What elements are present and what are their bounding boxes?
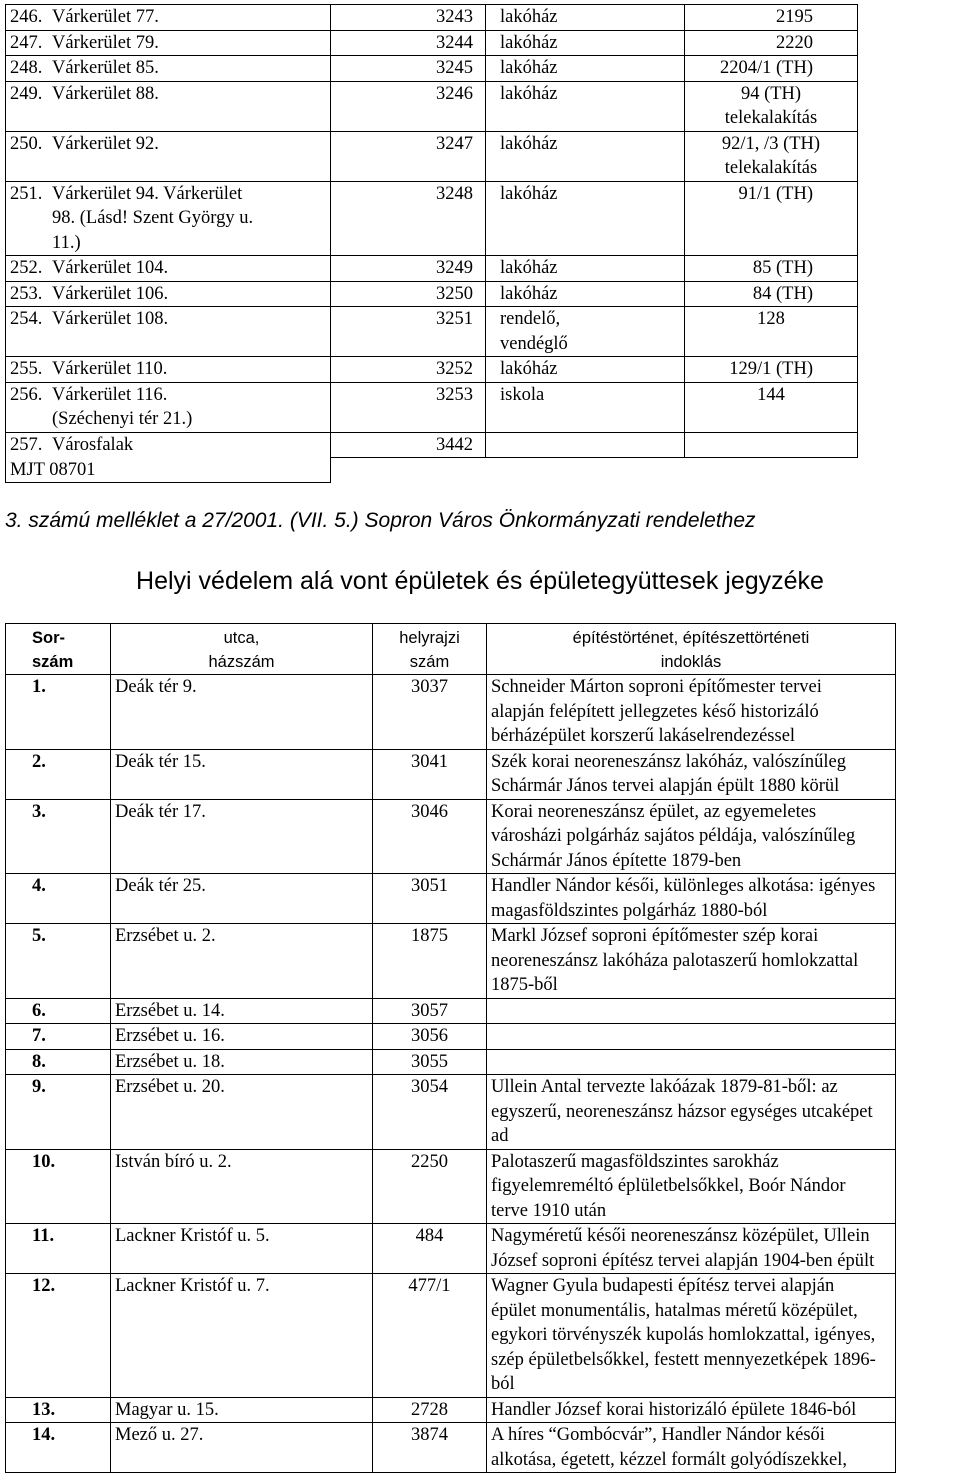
description-cell [487,1274,896,1398]
parcel-number: 477/1 [373,1274,487,1398]
description-line: neoreneszánsz lakóháza palotaszerű homlokzattal [491,950,859,971]
description-line: Schármár János tervei alapján épült 1880 körül [491,776,840,796]
serial-number: 2. [6,749,111,799]
description-cell [487,998,896,1024]
street-cell [6,256,331,282]
building-use: lakóház [500,359,558,379]
description-line: városházi polgárház sajátos példája, valószínűleg [491,826,856,846]
parcel-number: 3037 [373,675,487,750]
note-text: 94 (TH) [740,83,802,104]
note-text: 2204/1 (TH) [720,58,813,78]
header-serial: Sor- szám [6,624,111,675]
description-line: terve 1910 után [491,1200,607,1221]
street-address: Erzsébet u. 2. [111,924,373,999]
street-address: Várkerület 92. [52,133,159,154]
parcel-number: 3054 [373,1075,487,1150]
row-number: 248. [10,58,43,78]
description-line: Ullein Antal tervezte lakóázak 1879-81-ből: az [491,1077,838,1097]
header-description: építéstörténet, építészettörténeti indoklás [487,624,896,675]
street-address: Városfalak [52,434,134,455]
note-cell [685,5,858,31]
row-number: 252. [10,258,43,278]
parcel-number-cell: 3252 [331,357,486,383]
note-cell [685,181,858,256]
description-line: Handler József korai historizáló épülete 1846-ból [491,1399,857,1420]
parcel-number-cell: 3243 [331,5,486,31]
street-cell [6,181,331,256]
parcel-number: 3046 [373,799,487,874]
parcel-number: 2728 [373,1397,487,1423]
row-number: 254. [10,309,43,329]
parcel-number: 2250 [373,1149,487,1224]
table-row [6,307,858,357]
street-address: Várkerület 116. [52,384,168,405]
table-row [6,432,858,458]
table-row [6,675,896,750]
note-cell [685,30,858,56]
description-line: Palotaszerű magasföldszintes sarokház [491,1151,779,1172]
use-cell [486,56,685,82]
table-row [6,799,896,874]
note-text-cont: telekalakítás [724,158,818,178]
street-address: Várkerület 104. [52,258,169,278]
parcel-number: 1875 [373,924,487,999]
building-use: lakóház [500,283,558,304]
description-line: épület monumentális, hatalmas méretű középület, [491,1300,858,1321]
row-number: 256. [10,384,43,405]
parcel-number-cell: 3245 [331,56,486,82]
street-address: Deák tér 9. [111,675,373,750]
table-row [6,56,858,82]
table-row [6,749,896,799]
description-cell [487,1049,896,1075]
street-address: Deák tér 25. [111,874,373,924]
note-cell [685,56,858,82]
description-cell [487,874,896,924]
serial-number: 11. [6,1224,111,1274]
building-use: lakóház [500,83,558,104]
serial-number: 4. [6,874,111,924]
serial-number: 10. [6,1149,111,1224]
description-line: szép épületbelsőkkel, festett mennyezetképek 1896- [491,1349,876,1370]
parcel-number: 3874 [373,1423,487,1473]
note-cell [685,432,858,458]
table-row [6,5,858,31]
note-text: 2195 [776,7,813,27]
use-cell [486,5,685,31]
parcel-number-cell: 3247 [331,131,486,181]
street-address: Deák tér 15. [111,749,373,799]
description-cell [487,799,896,874]
serial-number: 5. [6,924,111,999]
description-cell [487,1397,896,1423]
row-number: 253. [10,283,43,304]
row-number: 255. [10,359,43,379]
table-row [6,131,858,181]
note-text: 84 (TH) [752,283,813,304]
description-line: Schármár János építette 1879-ben [491,850,742,871]
parcel-number-cell: 3244 [331,30,486,56]
use-cell [486,357,685,383]
description-line: alkotása, égetett, kézzel formált golyódíszekkel, [491,1449,847,1470]
table-row [6,1397,896,1423]
note-text: 128 [757,309,785,329]
parcel-number-cell: 3251 [331,307,486,357]
description-line: ból [491,1374,515,1394]
serial-number: 13. [6,1397,111,1423]
street-cell [6,131,331,181]
table-row [6,382,858,432]
street-address: István bíró u. 2. [111,1149,373,1224]
use-cell [486,30,685,56]
table-footer-row [6,458,858,483]
description-line: Nagyméretű késői neoreneszánsz középület, Ullein [491,1226,870,1246]
note-text: 129/1 (TH) [729,359,813,379]
use-cell [486,382,685,432]
use-cell [486,307,685,357]
table-row [6,924,896,999]
street-address: Lackner Kristóf u. 7. [111,1274,373,1398]
description-cell [487,1149,896,1224]
description-cell [487,1423,896,1473]
description-line: figyelemreméltó éplületbelsőkkel, Boór Nándor [491,1176,846,1196]
row-number: 247. [10,32,43,53]
building-use: lakóház [500,133,558,154]
table-row [6,281,858,307]
street-cell [6,281,331,307]
table-row [6,1049,896,1075]
street-address-cont: 98. (Lásd! Szent György u. [52,208,254,228]
serial-number: 3. [6,799,111,874]
parcel-number: 3056 [373,1024,487,1050]
note-cell [685,256,858,282]
description-cell [487,1075,896,1150]
description-line: alapján felépített jellegzetes késő historizáló [491,701,819,722]
street-address: Várkerület 79. [52,32,159,53]
description-line: Szék korai neoreneszánsz lakóház, valószínűleg [491,751,846,772]
parcel-number: 3051 [373,874,487,924]
parcel-number-cell: 3253 [331,382,486,432]
row-number: 246. [10,7,43,27]
street-address: Várkerület 94. Várkerület [52,183,243,204]
street-address: Deák tér 17. [111,799,373,874]
description-line: egyszerű, neoreneszánsz házsor egységes utcaképet [491,1101,873,1122]
use-cell [486,131,685,181]
description-line: Wagner Gyula budapesti építész tervei alapján [491,1276,835,1296]
table-row [6,1149,896,1224]
description-line: bérházépület korszerű lakáselrendezéssel [491,726,796,746]
use-cell [486,256,685,282]
street-address: Magyar u. 15. [111,1397,373,1423]
serial-number: 8. [6,1049,111,1075]
use-cell [486,281,685,307]
note-text: 91/1 (TH) [738,183,813,204]
table-row [6,81,858,131]
description-line: magasföldszintes polgárház 1880-ból [491,900,768,921]
serial-number: 12. [6,1274,111,1398]
street-cell [6,432,331,458]
serial-number: 6. [6,998,111,1024]
building-use: lakóház [500,183,558,204]
note-cell [685,81,858,131]
description-cell [487,1224,896,1274]
street-address: Várkerület 88. [52,83,159,104]
row-number: 251. [10,183,43,204]
description-cell [487,675,896,750]
street-address: Erzsébet u. 16. [111,1024,373,1050]
street-address: Várkerület 85. [52,58,159,78]
description-line: Schneider Márton soproni építőmester tervei [491,677,822,697]
row-number: 249. [10,83,43,104]
description-line: egykori törvényszék kupolás homlokzattal, igényes, [491,1325,876,1345]
serial-number: 14. [6,1423,111,1473]
building-use: rendelő, [500,309,561,329]
parcel-number: 484 [373,1224,487,1274]
building-use: iskola [500,384,545,405]
street-cell [6,357,331,383]
table-row [6,1024,896,1050]
note-text: 85 (TH) [752,258,813,278]
parcel-number-cell: 3442 [331,432,486,458]
street-cell [6,30,331,56]
description-cell [487,924,896,999]
protected-buildings-table [5,623,896,1473]
street-cell [6,5,331,31]
description-line: Korai neoreneszánsz épület, az egyemeletes [491,801,817,822]
table-row [6,357,858,383]
building-use: lakóház [500,58,558,78]
table-row [6,256,858,282]
description-cell [487,749,896,799]
parcel-number-cell: 3250 [331,281,486,307]
street-address-cont: 11.) [52,232,81,253]
table-row [6,181,858,256]
building-use: lakóház [500,7,558,27]
parcel-number: 3055 [373,1049,487,1075]
note-text: 2220 [776,32,813,53]
protected-buildings-subtitle: Helyi védelem alá vont épületek és épületegyüttesek jegyzéke [136,567,824,595]
footer-code: MJT 08701 [6,458,331,483]
description-line: Markl József soproni építőmester szép korai [491,926,819,946]
street-address: Erzsébet u. 14. [111,998,373,1024]
street-address: Erzsébet u. 18. [111,1049,373,1075]
street-cell [6,56,331,82]
parcel-number: 3041 [373,749,487,799]
parcel-number: 3057 [373,998,487,1024]
description-line: József soproni építész tervei alapján 1904-ben épült [491,1250,875,1271]
street-address-cont: (Széchenyi tér 21.) [52,409,193,429]
building-use: lakóház [500,258,558,278]
row-number: 257. [10,434,43,455]
serial-number: 9. [6,1075,111,1150]
street-address: Mező u. 27. [111,1423,373,1473]
table-row [6,1224,896,1274]
building-use: lakóház [500,32,558,53]
note-cell [685,357,858,383]
street-address: Várkerület 108. [52,309,169,329]
table-row [6,1075,896,1150]
street-address: Várkerület 106. [52,283,169,304]
street-address: Várkerület 77. [52,7,159,27]
building-use-cont: vendéglő [500,333,568,354]
description-line: 1875-ből [491,975,558,995]
note-text: 144 [757,384,785,405]
street-cell [6,81,331,131]
note-cell [685,131,858,181]
serial-number: 7. [6,1024,111,1050]
street-cell [6,307,331,357]
use-cell [486,81,685,131]
serial-number: 1. [6,675,111,750]
description-cell [487,1024,896,1050]
note-text: 92/1, /3 (TH) [721,133,821,154]
description-line: Handler Nándor késői, különleges alkotása: igényes [491,876,876,896]
building-list-table-continued [5,4,858,483]
table-row [6,874,896,924]
parcel-number-cell: 3246 [331,81,486,131]
row-number: 250. [10,133,43,154]
header-street: utca, házszám [111,624,373,675]
table-row [6,1274,896,1398]
annex-title: 3. számú melléklet a 27/2001. (VII. 5.) Sopron Város Önkormányzati rendelethez [5,509,756,532]
note-cell [685,382,858,432]
description-line: ad [491,1126,509,1146]
street-cell [6,382,331,432]
street-address: Várkerület 110. [52,359,168,379]
table-row [6,30,858,56]
use-cell [486,181,685,256]
table-row [6,998,896,1024]
use-cell [486,432,685,458]
parcel-number-cell: 3248 [331,181,486,256]
note-cell [685,307,858,357]
header-parcel: helyrajzi szám [373,624,487,675]
parcel-number-cell: 3249 [331,256,486,282]
table-header-row [6,624,896,675]
description-line: A híres “Gombócvár”, Handler Nándor késői [491,1425,825,1445]
street-address: Lackner Kristóf u. 5. [111,1224,373,1274]
note-text-cont: telekalakítás [724,108,818,128]
table-row [6,1423,896,1473]
note-cell [685,281,858,307]
street-address: Erzsébet u. 20. [111,1075,373,1150]
